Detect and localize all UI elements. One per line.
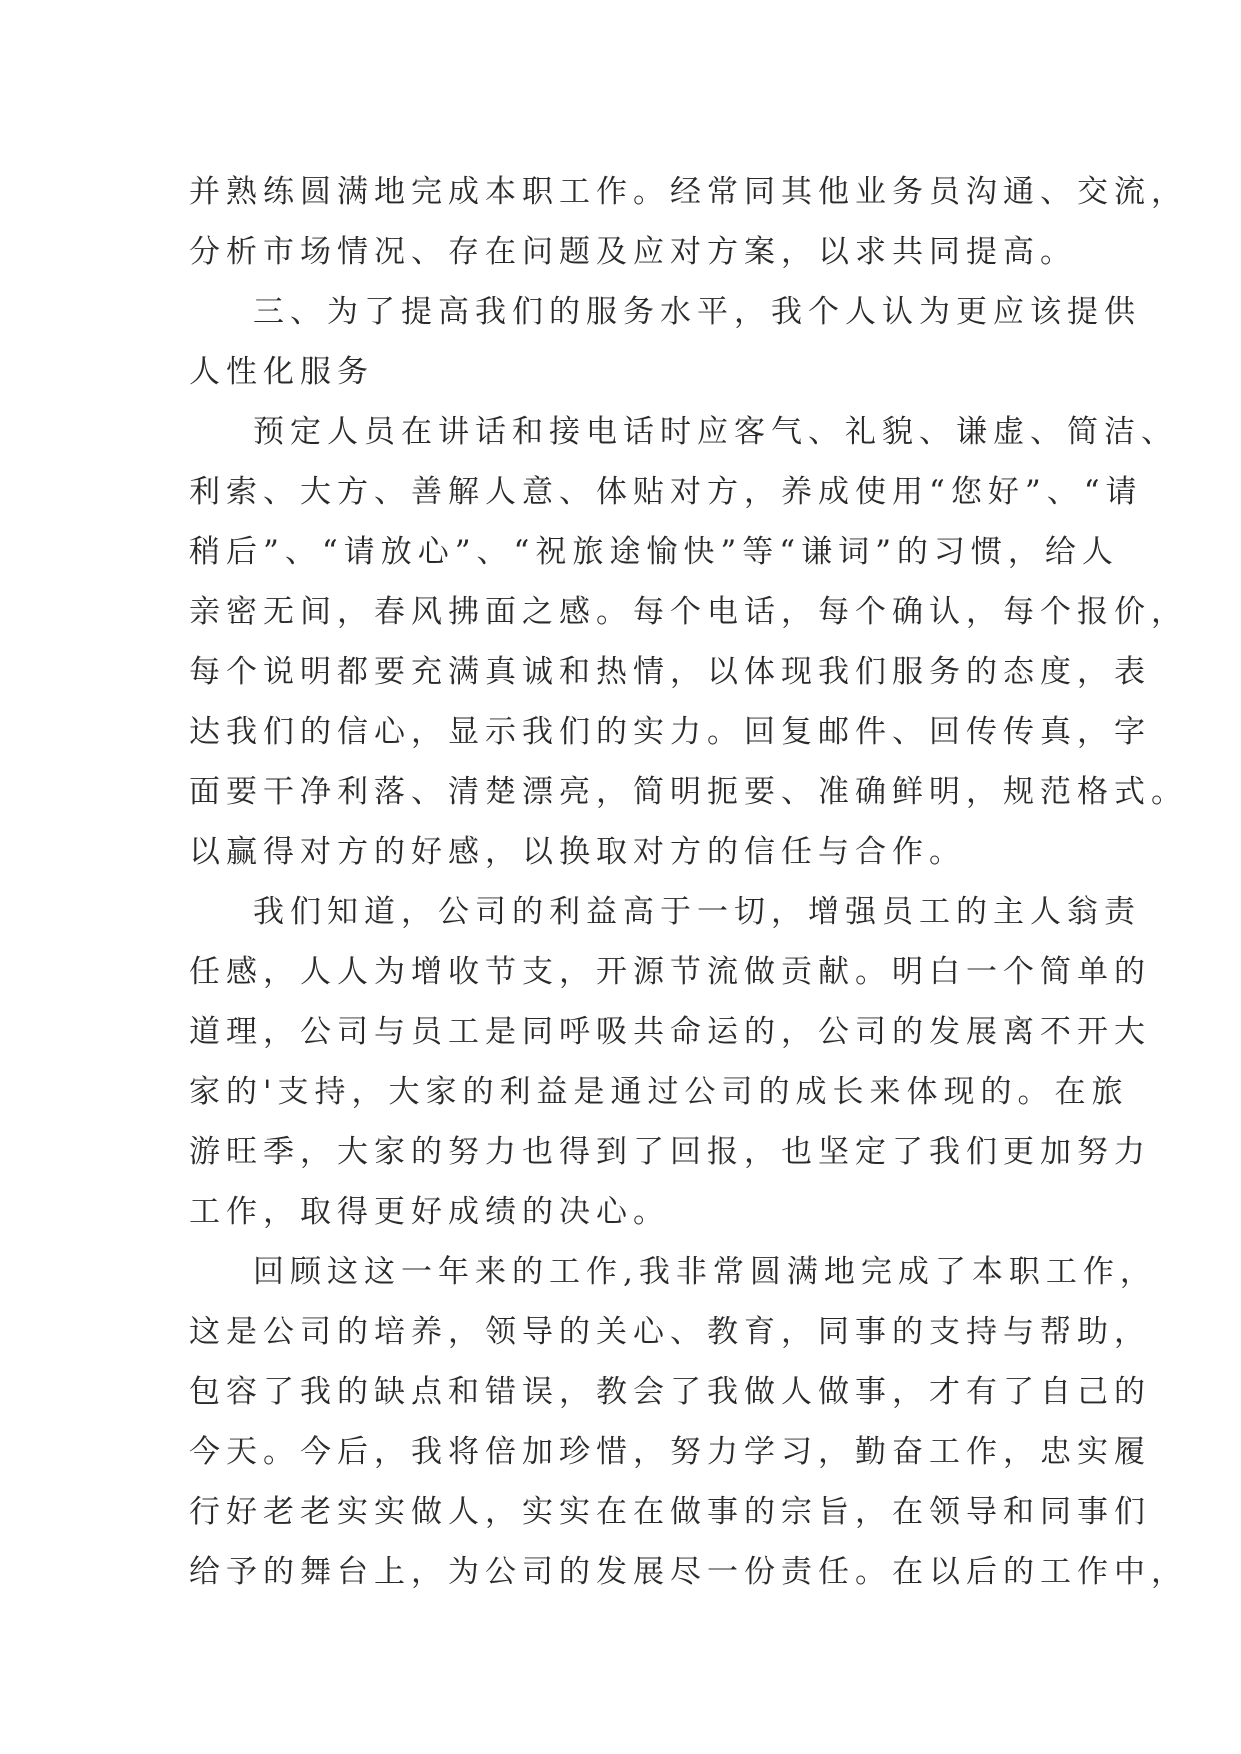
text-line: 家的'支持，大家的利益是通过公司的成长来体现的。在旅 — [189, 1074, 1129, 1110]
text-line: 这是公司的培养，领导的关心、教育，同事的支持与帮助， — [189, 1314, 1151, 1350]
text-line: 包容了我的缺点和错误，教会了我做人做事，才有了自己的 — [189, 1374, 1151, 1410]
text-line: 行好老老实实做人，实实在在做事的宗旨，在领导和同事们 — [189, 1494, 1151, 1530]
text-line: 并熟练圆满地完成本职工作。经常同其他业务员沟通、交流， — [189, 174, 1188, 210]
text-line: 任感，人人为增收节支，开源节流做贡献。明白一个简单的 — [189, 954, 1151, 990]
text-line: 每个说明都要充满真诚和热情，以体现我们服务的态度，表 — [189, 654, 1151, 690]
text-line: 预定人员在讲话和接电话时应客气、礼貌、谦虚、简洁、 — [253, 414, 1178, 450]
text-line: 给予的舞台上，为公司的发展尽一份责任。在以后的工作中， — [189, 1554, 1188, 1590]
text-line: 达我们的信心，显示我们的实力。回复邮件、回传传真，字 — [189, 714, 1151, 750]
text-line: 利索、大方、善解人意、体贴对方，养成使用“您好”、“请 — [189, 474, 1143, 510]
section-heading-line: 三、为了提高我们的服务水平，我个人认为更应该提供 — [253, 294, 1141, 330]
section-heading-line: 人性化服务 — [189, 354, 374, 390]
text-line: 游旺季，大家的努力也得到了回报，也坚定了我们更加努力 — [189, 1134, 1151, 1170]
text-line: 道理，公司与员工是同呼吸共命运的，公司的发展离不开大 — [189, 1014, 1151, 1050]
text-line: 分析市场情况、存在问题及应对方案，以求共同提高。 — [189, 234, 1077, 270]
body-text — [189, 162, 1188, 1602]
text-line: 以赢得对方的好感，以换取对方的信任与合作。 — [189, 834, 966, 870]
text-line: 面要干净利落、清楚漂亮，简明扼要、准确鲜明，规范格式。 — [189, 774, 1188, 810]
text-line: 亲密无间，春风拂面之感。每个电话，每个确认，每个报价， — [189, 594, 1188, 630]
text-line: 回顾这这一年来的工作,我非常圆满地完成了本职工作， — [253, 1254, 1157, 1290]
text-line: 我们知道，公司的利益高于一切，增强员工的主人翁责 — [253, 894, 1141, 930]
text-line: 稍后”、“请放心”、“祝旅途愉快”等“谦词”的习惯，给人 — [189, 534, 1119, 570]
text-line: 工作，取得更好成绩的决心。 — [189, 1194, 670, 1230]
text-line: 今天。今后，我将倍加珍惜，努力学习，勤奋工作，忠实履 — [189, 1434, 1151, 1470]
